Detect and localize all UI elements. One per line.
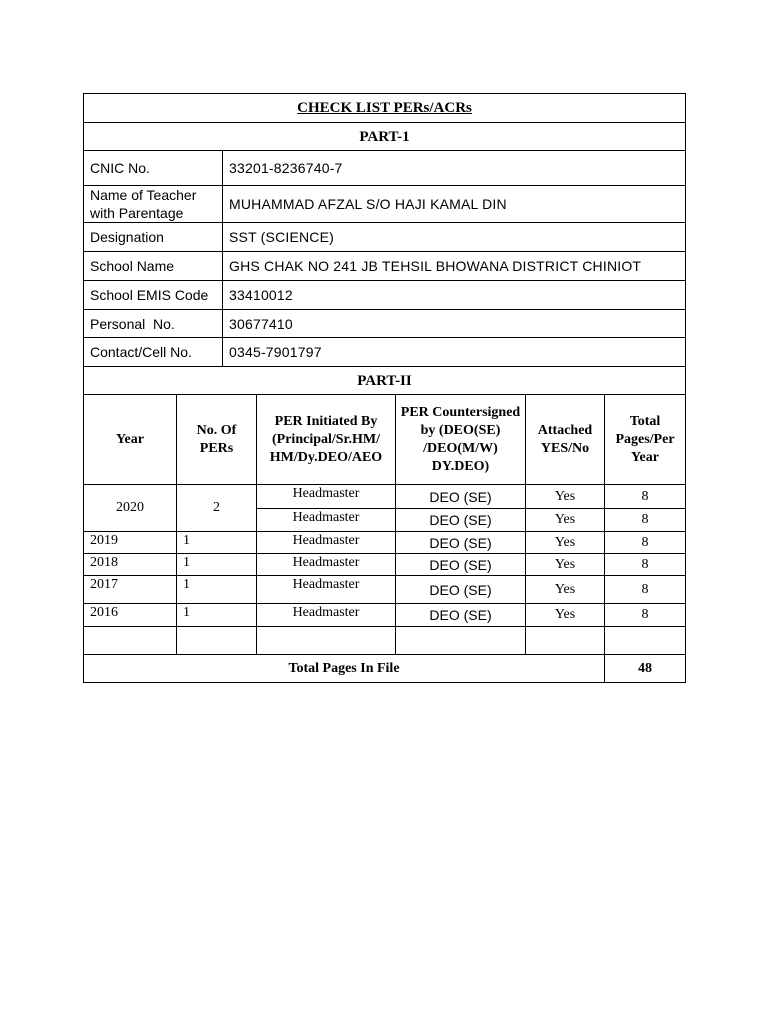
count-cell: 1 [177,576,257,604]
school-name-value: GHS CHAK NO 241 JB TEHSIL BHOWANA DISTRICT CHINIOT [223,252,686,281]
header-attached: Attached YES/No [526,395,605,485]
part1-heading: PART-1 [84,123,686,151]
cnic-value: 33201-8236740-7 [223,151,686,186]
attached-cell: Yes [526,576,605,604]
total-pages-label: Total Pages In File [84,655,605,683]
countersigned-by-cell: DEO (SE) [396,554,526,576]
personal-no-label: Personal No. [84,310,223,338]
pages-cell: 8 [605,532,686,554]
pages-cell: 8 [605,604,686,627]
attached-cell: Yes [526,509,605,532]
empty-cell [84,627,177,655]
year-cell: 2020 [84,485,177,532]
table-row [84,485,686,509]
countersigned-by-cell: DEO (SE) [396,485,526,509]
count-cell: 1 [177,604,257,627]
contact-value: 0345-7901797 [223,338,686,367]
header-total-pages: Total Pages/Per Year [605,395,686,485]
checklist-title: CHECK LIST PERs/ACRs [297,100,472,116]
pages-cell: 8 [605,554,686,576]
initiated-by-cell: Headmaster [257,554,396,576]
empty-cell [605,627,686,655]
empty-row [84,627,686,655]
attached-cell: Yes [526,532,605,554]
part1-table [83,93,686,367]
attached-cell: Yes [526,604,605,627]
header-no-of-pers: No. Of PERs [177,395,257,485]
total-pages-value: 48 [605,655,686,683]
school-name-label: School Name [84,252,223,281]
emis-code-label: School EMIS Code [84,281,223,310]
empty-cell [257,627,396,655]
header-countersigned-by: PER Countersigned by (DEO(SE) /DEO(M/W) DY.DEO) [396,395,526,485]
emis-code-value: 33410012 [223,281,686,310]
checklist-title-cell [84,94,686,123]
table-row [84,604,686,627]
count-cell: 1 [177,554,257,576]
attached-cell: Yes [526,485,605,509]
initiated-by-cell: Headmaster [257,576,396,604]
attached-cell: Yes [526,554,605,576]
countersigned-by-cell: DEO (SE) [396,576,526,604]
part2-heading: PART-II [84,367,686,395]
pages-cell: 8 [605,576,686,604]
year-cell: 2018 [84,554,177,576]
count-cell: 2 [177,485,257,532]
empty-cell [396,627,526,655]
year-cell: 2016 [84,604,177,627]
designation-value: SST (SCIENCE) [223,223,686,252]
countersigned-by-cell: DEO (SE) [396,509,526,532]
empty-cell [526,627,605,655]
header-year: Year [84,395,177,485]
countersigned-by-cell: DEO (SE) [396,532,526,554]
count-cell: 1 [177,532,257,554]
teacher-name-value: MUHAMMAD AFZAL S/O HAJI KAMAL DIN [223,186,686,223]
table-row [84,554,686,576]
initiated-by-cell: Headmaster [257,604,396,627]
initiated-by-cell: Headmaster [257,532,396,554]
countersigned-by-cell: DEO (SE) [396,604,526,627]
total-row [84,655,686,683]
table-row [84,576,686,604]
empty-cell [177,627,257,655]
pages-cell: 8 [605,485,686,509]
cnic-label: CNIC No. [84,151,223,186]
designation-label: Designation [84,223,223,252]
initiated-by-cell: Headmaster [257,509,396,532]
table-row [84,532,686,554]
initiated-by-cell: Headmaster [257,485,396,509]
contact-label: Contact/Cell No. [84,338,223,367]
year-cell: 2019 [84,532,177,554]
part2-table [83,366,686,683]
year-cell: 2017 [84,576,177,604]
header-initiated-by: PER Initiated By (Principal/Sr.HM/ HM/Dy.DEO/AEO [257,395,396,485]
pages-cell: 8 [605,509,686,532]
personal-no-value: 30677410 [223,310,686,338]
teacher-name-label: Name of Teacher with Parentage [84,186,223,223]
